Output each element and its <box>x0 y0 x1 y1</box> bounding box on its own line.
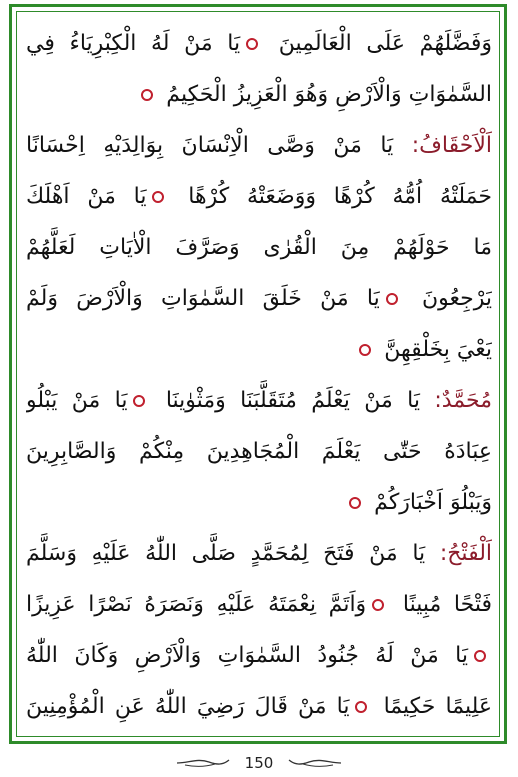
text-segment: وَاَتَمَّ نِعْمَتَهُ عَلَيْهِ وَنَصَرَهُ نَصْرًا عَزِيزًا <box>26 592 367 617</box>
text-line <box>26 324 492 375</box>
text-line <box>26 477 492 528</box>
text-line <box>26 528 492 579</box>
text-line <box>26 579 492 630</box>
text-segment: وَفَضَّلَهُمْ عَلَى الْعَالَمِينَ <box>278 31 492 56</box>
text-segment: عِبَادَهُ حَتّٰى يَعْلَمَ الْمُجَاهِدِينَ مِنْكُمْ وَالصَّابِرِينَ <box>26 439 492 464</box>
text-segment: حَمَلَتْهُ اُمُّهُ كُرْهًا وَوَضَعَتْهُ كُرْهًا <box>188 184 492 209</box>
text-segment: مَا حَوْلَهُمْ مِنَ الْقُرٰى وَصَرَّفَ الْاٰيَاتِ لَعَلَّهُمْ <box>26 235 492 260</box>
text-segment: يَا مَنْ خَلَقَ السَّمٰوَاتِ وَالْاَرْضَ وَلَمْ <box>26 286 380 311</box>
text-segment: يَا مَنْ اَهْلَكَ <box>26 184 147 209</box>
separator-circle-icon <box>386 293 398 305</box>
text-segment: يَرْجِعُونَ <box>421 286 492 311</box>
separator-circle-icon <box>141 89 153 101</box>
text-segment: فَتْحًا مُبِينًا <box>402 592 492 617</box>
text-line <box>26 18 492 69</box>
separator-circle-icon <box>474 650 486 662</box>
text-segment: يَا مَنْ يَعْلَمُ مُتَقَلَّبَنَا وَمَثْوٰينَا <box>165 388 420 413</box>
text-line <box>26 681 492 732</box>
separator-circle-icon <box>152 191 164 203</box>
text-segment: عَلِيمًا حَكِيمًا <box>383 694 492 719</box>
page-number: 150 <box>244 754 274 772</box>
text-line <box>26 120 492 171</box>
surah-heading: اَلْفَتْحُ: <box>439 541 492 566</box>
text-line <box>26 630 492 681</box>
text-line <box>26 171 492 222</box>
text-segment: يَا مَنْ يَبْلُو <box>26 388 128 413</box>
text-segment: يَعْيَ بِخَلْقِهِنَّ <box>384 337 492 362</box>
text-line <box>26 222 492 273</box>
text-segment: يَا مَنْ وَصَّى الْاِنْسَانَ بِوَالِدَيْهِ اِحْسَانًا <box>26 133 394 158</box>
separator-circle-icon <box>246 38 258 50</box>
separator-circle-icon <box>349 497 361 509</box>
text-line <box>26 375 492 426</box>
text-segment: يَا مَنْ قَالَ رَضِيَ اللّٰهُ عَنِ الْمُؤْمِنِينَ <box>26 694 350 719</box>
separator-circle-icon <box>355 701 367 713</box>
separator-circle-icon <box>359 344 371 356</box>
text-segment: يَا مَنْ فَتَحَ لِمُحَمَّدٍ صَلَّى اللّٰهُ عَلَيْهِ وَسَلَّمَ <box>26 541 426 566</box>
text-line <box>26 69 492 120</box>
text-line <box>26 426 492 477</box>
text-segment: وَيَبْلُوَ اَخْبَارَكُمْ <box>374 490 492 515</box>
text-segment: يَا مَنْ لَهُ الْكِبْرِيَاءُ فِي <box>26 31 241 56</box>
text-segment: السَّمٰوَاتِ وَالْاَرْضِ وَهُوَ الْعَزِيزُ الْحَكِيمُ <box>166 82 492 107</box>
footer-ornament-right <box>287 756 343 770</box>
page-footer <box>0 752 518 774</box>
surah-heading: مُحَمَّدٌ: <box>434 388 492 413</box>
prayer-text-block <box>26 18 492 732</box>
footer-ornament-left <box>175 756 231 770</box>
separator-circle-icon <box>372 599 384 611</box>
surah-heading: اَلْاَحْقَافُ: <box>411 133 492 158</box>
text-line <box>26 273 492 324</box>
separator-circle-icon <box>133 395 145 407</box>
text-segment: يَا مَنْ لَهُ جُنُودُ السَّمٰوَاتِ وَالْاَرْضِ وَكَانَ اللّٰهُ <box>26 643 468 668</box>
